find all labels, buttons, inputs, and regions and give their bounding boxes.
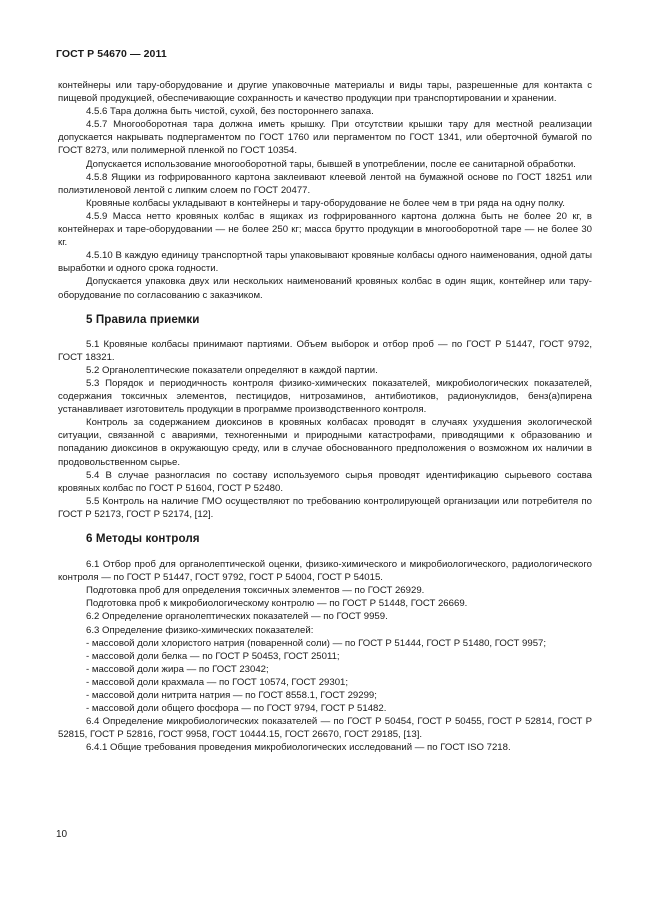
section-6-heading: 6 Методы контроля — [86, 532, 200, 545]
section-5-heading: 5 Правила приемки — [86, 312, 200, 326]
paragraph: Кровяные колбасы укладывают в контейнеры и тару-оборудование не более чем в три ряда на одну полку. — [86, 197, 565, 209]
paragraph: 5.4 В случае разногласия по составу используемого сырья проводят идентификацию сырьевого состава кровяных колбас по ГОСТ Р 51604, ГОСТ Р 52480. — [58, 469, 592, 494]
document-header: ГОСТ Р 54670 — 2011 — [56, 48, 167, 60]
paragraph: 5.5 Контроль на наличие ГМО осуществляют по требованию контролирующей организации или потребителя по ГОСТ Р 52173, ГОСТ Р 52174, [12]. — [58, 495, 592, 520]
paragraph: Подготовка проб к микробиологическому контролю — по ГОСТ Р 51448, ГОСТ 26669. — [86, 598, 468, 610]
paragraph: 6.4.1 Общие требования проведения микробиологических исследований — по ГОСТ ISO 7218. — [86, 742, 511, 754]
paragraph: Контроль за содержанием диоксинов в кровяных колбасах проводят в случаях ухудшения экологической ситуации, связанной с авариями, техногенными и природными катастрофами, приводящими к образованию и попаданию диоксинов в окружающую среду, или в случае обоснованного предположения о возможном их наличии в продовольственном сырье. — [58, 417, 592, 468]
paragraph: 4.5.8 Ящики из гофрированного картона заклеивают клеевой лентой на бумажной основе по ГОСТ 18251 или полиэтиленовой лентой с липким слоем по ГОСТ 20477. — [58, 171, 592, 196]
paragraph: 4.5.6 Тара должна быть чистой, сухой, без постороннего запаха. — [86, 106, 374, 118]
paragraph: 4.5.10 В каждую единицу транспортной тары упаковывают кровяные колбасы одного наименования, одной даты выработки и одного срока годности. — [58, 250, 592, 275]
paragraph: 6.4 Определение микробиологических показателей — по ГОСТ Р 50454, ГОСТ Р 50455, ГОСТ Р 52814, ГОСТ Р 52815, ГОСТ Р 52816, ГОСТ 9958, ГОСТ 10444.15, ГОСТ 26670, ГОСТ 29185, [13]. — [58, 716, 592, 741]
paragraph: 6.2 Определение органолептических показателей — по ГОСТ 9959. — [86, 611, 388, 623]
paragraph: - массовой доли жира — по ГОСТ 23042; — [86, 663, 269, 675]
paragraph: 5.1 Кровяные колбасы принимают партиями. Объем выборок и отбор проб — по ГОСТ Р 51447, ГОСТ 9792, ГОСТ 18321. — [58, 338, 592, 363]
page-number: 10 — [56, 829, 68, 840]
paragraph: 5.2 Органолептические показатели определяют в каждой партии. — [86, 364, 378, 376]
paragraph: контейнеры или тару-оборудование и другие упаковочные материалы и виды тары, разрешенные для контакта с пищевой продукцией, обеспечивающие сохранность и качество продукции при транспортировании и хранении. — [58, 80, 592, 105]
paragraph: 5.3 Порядок и периодичность контроля физико-химических показателей, микробиологических показателей, содержания токсичных элементов, пестицидов, нитрозаминов, антибиотиков, радионуклидов, бенз(а)пирена устанавливает изготовитель продукции в программе производственного контроля. — [58, 377, 592, 416]
paragraph: - массовой доли общего фосфора — по ГОСТ 9794, ГОСТ Р 51482. — [86, 703, 387, 715]
paragraph: Подготовка проб для определения токсичных элементов — по ГОСТ 26929. — [86, 585, 425, 597]
section-6-body — [58, 558, 592, 754]
paragraph: - массовой доли белка — по ГОСТ Р 50453, ГОСТ 25011; — [86, 650, 340, 662]
paragraph: Допускается упаковка двух или нескольких наименований кровяных колбас в один ящик, контейнер или тару-оборудование по согласованию с заказчиком. — [58, 276, 592, 301]
paragraph: - массовой доли крахмала — по ГОСТ 10574, ГОСТ 29301; — [86, 676, 349, 688]
paragraph: - массовой доли хлористого натрия (поваренной соли) — по ГОСТ Р 51444, ГОСТ Р 51480, ГОСТ 9957; — [86, 637, 547, 649]
section-4-continuation — [58, 79, 592, 302]
document-body — [58, 79, 592, 755]
paragraph: 6.3 Определение физико-химических показателей: — [86, 624, 314, 636]
section-5-body — [58, 338, 592, 521]
paragraph: 6.1 Отбор проб для органолептической оценки, физико-химического и микробиологического, радиологического контроля — по ГОСТ Р 51447, ГОСТ 9792, ГОСТ Р 54004, ГОСТ Р 54015. — [58, 559, 592, 584]
paragraph: 4.5.9 Масса нетто кровяных колбас в ящиках из гофрированного картона должна быть не более 20 кг, в контейнерах и таре-оборудовании — не более 250 кг; масса брутто продукции в многооборотной таре — не более 30 кг. — [58, 210, 592, 249]
paragraph: - массовой доли нитрита натрия — по ГОСТ 8558.1, ГОСТ 29299; — [86, 690, 377, 702]
paragraph: Допускается использование многооборотной тары, бывшей в употреблении, после ее санитарной обработки. — [86, 158, 576, 170]
paragraph: 4.5.7 Многооборотная тара должна иметь крышку. При отсутствии крышки тару для местной реализации допускается накрывать подпергаментом по ГОСТ 1760 или пергаментом по ГОСТ 1341, или оберточной бумагой по ГОСТ 8273, или полимерной пленкой по ГОСТ 10354. — [58, 119, 592, 157]
